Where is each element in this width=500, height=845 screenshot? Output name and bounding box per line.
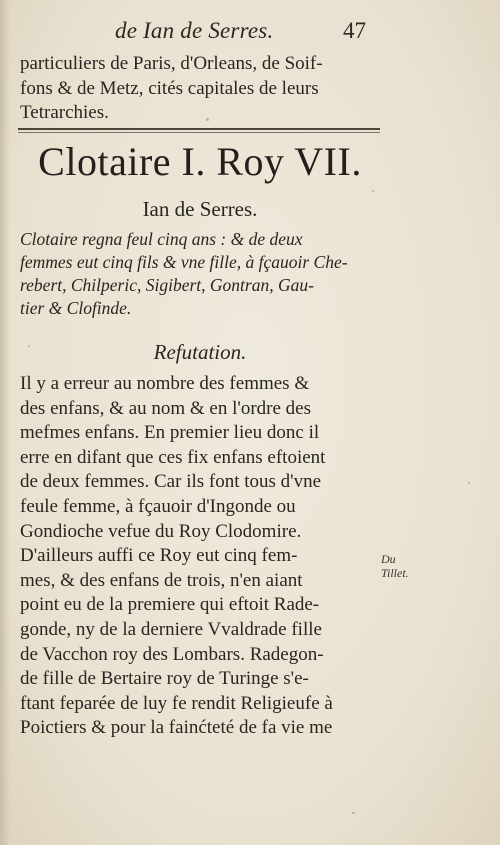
text-line: de fille de Bertaire roy de Turinge s'e- [20,668,309,690]
page-number: 47 [343,18,366,43]
text-line: des enfans, & au nom & en l'ordre des [20,397,311,419]
section-subheading: Refutation. [153,340,247,364]
text-line: D'ailleurs auffi ce Roy eut cinq fem- [20,545,298,567]
paper-speck [468,482,470,484]
text-line: point eu de la premiere qui eftoit Rade- [20,594,320,616]
paper-speck [372,190,374,192]
text-line: erre en difant que ces fix enfans eftoient [20,446,326,468]
quote-line: Clotaire regna feul cinq ans : & de deux [20,229,303,249]
continued-paragraph [20,52,380,126]
paper-speck [28,345,30,347]
section-rule [18,128,380,130]
text-line: Il y a erreur au nombre des femmes & [20,373,310,394]
body-paragraph [20,372,380,741]
text-line: de Vacchon roy des Lombars. Radegon- [20,643,324,665]
text-line: fons & de Metz, cités capitales de leurs [20,77,319,99]
page-header [0,14,500,48]
running-title: de Ian de Serres. [115,18,274,43]
margin-note [381,552,441,580]
chapter-title: Clotaire I. Roy VII. [38,139,362,184]
margin-note-line: Du [381,552,396,566]
paper-speck [352,812,355,814]
quote-line: rebert, Chilperic, Sigibert, Gontran, Gau- [20,275,314,295]
text-line: mefmes enfans. En premier lieu donc il [20,422,320,444]
author-line: Ian de Serres. [142,197,258,221]
text-line: Poictiers & pour la fainćteté de fa vie me [20,717,333,739]
text-line: Gondioche vefue du Roy Clodomire. [20,520,302,542]
text-line: mes, & des enfans de trois, n'en aiant [20,569,303,591]
text-line: particuliers de Paris, d'Orleans, de Soif- [20,53,323,74]
text-line: Tetrarchies. [20,102,109,123]
paper-speck [206,118,209,121]
text-line: feule femme, à fçauoir d'Ingonde ou [20,495,296,517]
section-rule-thin [18,132,380,133]
text-line: gonde, ny de la derniere Vvaldrade fille [20,618,322,640]
quote-line: femmes eut cinq fils & vne fille, à fçauoir Che- [20,252,348,272]
margin-note-line: Tillet. [381,566,409,580]
text-line: ftant feparée de luy fe rendit Religieufe à [20,692,333,714]
gutter-shadow [0,0,10,845]
quote-line: tier & Clofinde. [20,298,132,318]
text-line: de deux femmes. Car ils font tous d'vne [20,471,322,493]
quoted-passage [20,228,380,320]
